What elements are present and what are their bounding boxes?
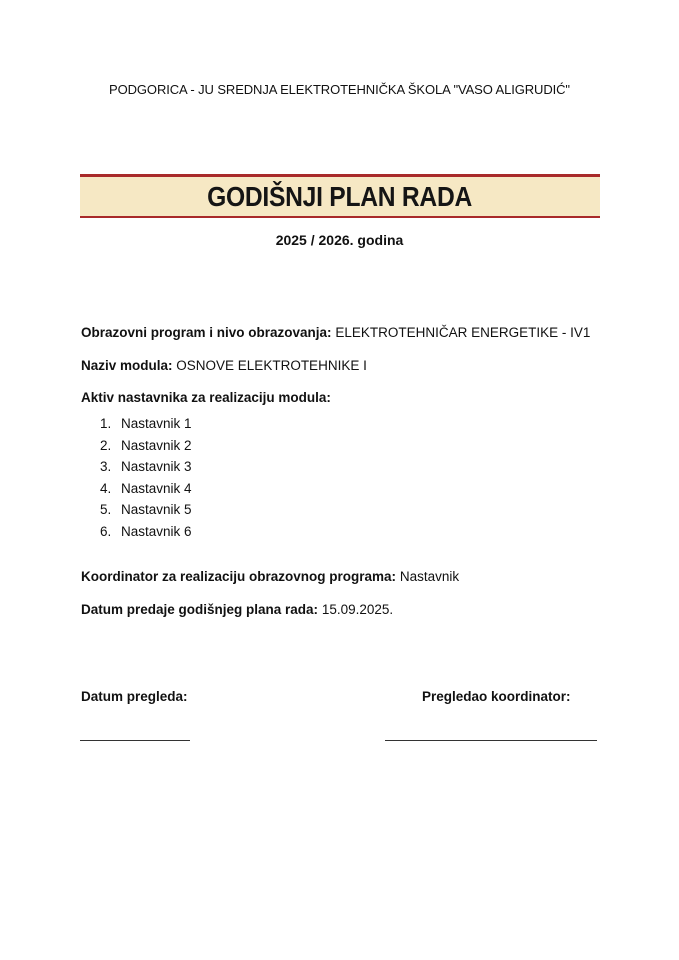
list-number: 6. xyxy=(100,523,112,539)
list-item xyxy=(100,499,192,521)
program-field xyxy=(81,325,590,340)
submission-date-field xyxy=(81,602,393,617)
list-number: 1. xyxy=(100,416,112,431)
teacher-name: Nastavnik 5 xyxy=(121,502,192,518)
list-number: 2. xyxy=(100,437,112,453)
document-title: GODIŠNJI PLAN RADA xyxy=(207,180,473,212)
module-label: Naziv modula: xyxy=(81,358,173,373)
teacher-name: Nastavnik 6 xyxy=(121,523,192,539)
list-item xyxy=(100,478,192,500)
school-name: PODGORICA - JU SREDNJA ELEKTROTEHNIČKA ŠKOLA "VASO ALIGRUDIĆ" xyxy=(109,82,570,97)
submission-date-label: Datum predaje godišnjeg plana rada: xyxy=(81,602,319,617)
teacher-name: Nastavnik 3 xyxy=(121,459,192,475)
review-date-label: Datum pregleda: xyxy=(81,689,188,704)
teacher-list xyxy=(100,413,192,543)
teacher-name: Nastavnik 2 xyxy=(121,437,192,453)
list-number: 5. xyxy=(100,502,112,518)
reviewed-by-label: Pregledao koordinator: xyxy=(422,689,571,704)
active-teachers-label: Aktiv nastavnika za realizaciju modula: xyxy=(81,390,331,405)
list-number: 3. xyxy=(100,459,112,475)
list-item xyxy=(100,456,192,478)
coordinator-signature-line xyxy=(385,740,597,741)
school-year: 2025 / 2026. godina xyxy=(275,232,404,248)
coordinator-label: Koordinator za realizaciju obrazovnog programa: xyxy=(81,569,397,584)
teacher-name: Nastavnik 1 xyxy=(121,416,192,431)
list-number: 4. xyxy=(100,480,112,496)
submission-date-value: 15.09.2025. xyxy=(321,602,394,617)
teacher-name: Nastavnik 4 xyxy=(121,480,192,496)
review-date-signature-line xyxy=(80,740,190,741)
program-label: Obrazovni program i nivo obrazovanja: xyxy=(81,325,332,340)
program-value: ELEKTROTEHNIČAR ENERGETIKE - IV1 xyxy=(335,325,591,340)
module-value: OSNOVE ELEKTROTEHNIKE I xyxy=(176,358,367,373)
list-item xyxy=(100,521,192,543)
list-item xyxy=(100,435,192,457)
list-item xyxy=(100,413,192,435)
coordinator-value: Nastavnik xyxy=(399,569,460,584)
module-field xyxy=(81,358,367,373)
active-teachers-heading xyxy=(81,390,331,405)
coordinator-field xyxy=(81,569,459,584)
title-band xyxy=(80,174,600,218)
